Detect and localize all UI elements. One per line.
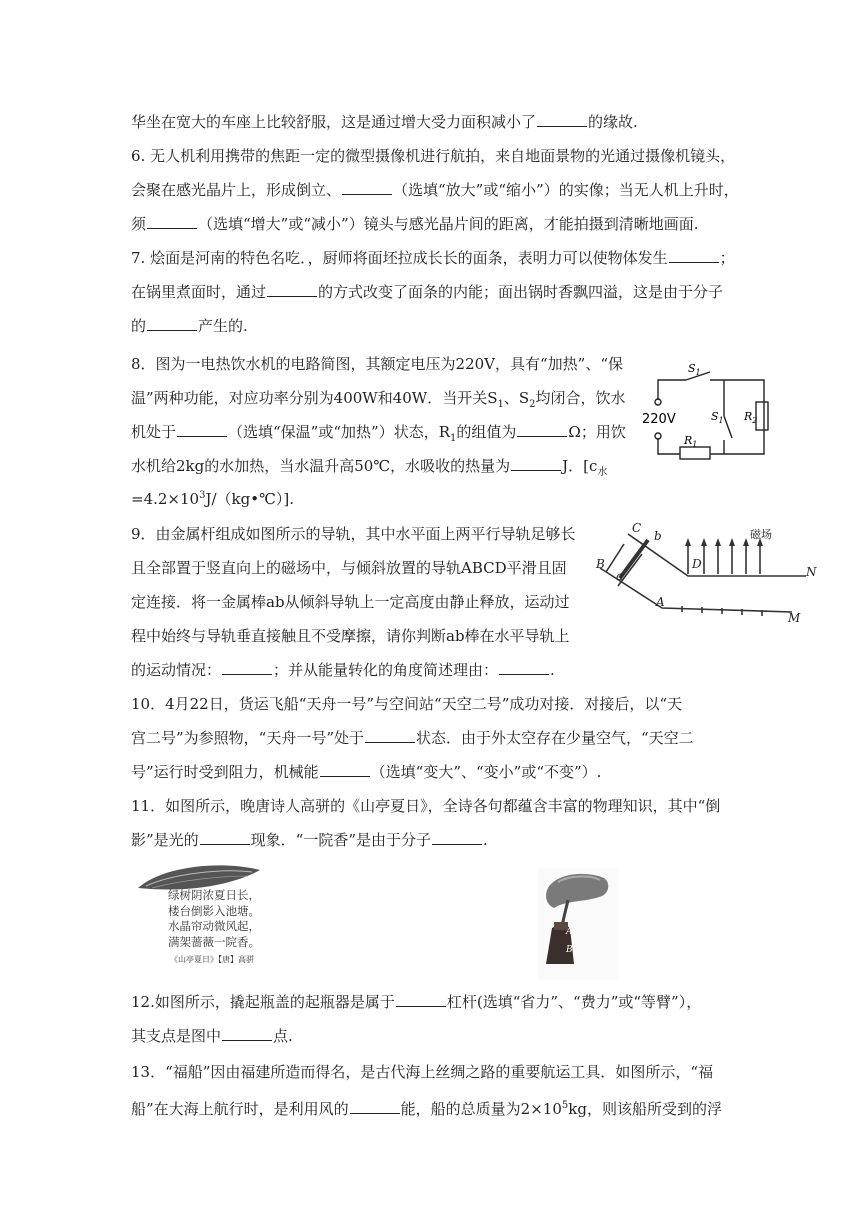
line-q10-1: 10．4月22日，货运飞船“天舟一号”与空间站“天空二号”成功对接．对接后，以“天 (131, 695, 683, 713)
resistor-r1-label: $R_1$ (684, 434, 698, 449)
line-q10-2: 宫二号”为参照物，“天舟一号”处于 状态．由于外太空存在少量空气，“天空二 (131, 729, 694, 747)
line-q11-1: 11．如图所示，晚唐诗人高骈的《山亭夏日》，全诗各句都蕴含丰富的物理知识，其中“倒 (131, 797, 721, 815)
poem-text (168, 888, 260, 950)
rail-label-D: D (692, 557, 702, 571)
rail-label-b: b (654, 529, 662, 543)
line-q6-2: 会聚在感光晶片上，形成倒立、 （选填“放大”或“缩小”）的实像；当无人机上升时， (131, 181, 739, 199)
line-q12-2: 其支点是图中 点. (131, 1027, 293, 1045)
line-q8-2: 温”两种功能，对应功率分别为400W和40W．当开关$S_1$、$S_2$均闭合，饮水 (131, 389, 626, 410)
rail-label-a: a (616, 569, 624, 583)
poem-caption: 《山亭夏日》【唐】高骈 (170, 955, 254, 964)
line-q6-3: 须 （选填“增大”或“减小”）镜头与感光晶片间的距离，才能拍摄到清晰地画面. (131, 215, 699, 233)
line-q8-1: 8．图为一电热饮水机的电路简图，其额定电压为220V，具有“加热”、“保 (131, 355, 624, 373)
line-q9-5: 的运动情况： ；并从能量转化的角度简述理由： . (131, 661, 555, 679)
rail-diagram (592, 516, 828, 626)
line-q11-2: 影”是光的 现象．“一院香”是由于分子 . (131, 831, 488, 849)
rail-label-N: N (806, 565, 817, 579)
line-q10-3: 号”运行时受到阻力，机械能 （选填“变大”、“变小”或“不变”）. (131, 763, 602, 781)
circuit-diagram (640, 358, 770, 470)
rail-field-label: 磁场 (750, 528, 772, 541)
poem-line: 绿树阴浓夏日长， (168, 888, 260, 902)
line-q9-1: 9．由金属杆组成如图所示的导轨，其中水平面上两平行导轨足够长 (131, 525, 576, 543)
voltage-label: 220V (642, 412, 676, 427)
opener-label-A: A (566, 927, 573, 937)
line-q7-1: 7. 烩面是河南的特色名吃．，厨师将面坯拉成长长的面条，表明力可以使物体发生 ； (131, 249, 735, 267)
poem-line: 满架蔷薇一院香。 (168, 934, 260, 949)
line-q8-3: 机处于 （选填“保温”或“加热”）状态，$R_1$的组值为 Ω；用饮 (131, 423, 626, 444)
line-q7-3: 的 产生的. (131, 317, 248, 335)
switch-s2-label: $S_1$ (711, 410, 724, 425)
line-q5-end: 华坐在宽大的车座上比较舒服，这是通过增大受力面积减小了 的缘故. (131, 113, 638, 131)
rail-label-A: A (656, 595, 665, 609)
poem-line: 楼台倒影入池塘。 (168, 903, 260, 918)
line-q6-1: 6. 无人机利用携带的焦距一定的微型摄像机进行航拍，来自地面景物的光通过摄像机镜头， (131, 147, 736, 165)
line-q8-4: 水机给2kg的水加热，当水温升高50℃，水吸收的热量为 J．[$c_水$ (131, 457, 608, 478)
switch-s1-label: $S_1$ (688, 362, 701, 377)
line-q13-1: 13．“福船”因由福建所造而得名，是古代海上丝绸之路的重要航运工具．如图所示，“福 (131, 1063, 714, 1081)
line-q13-2: 船”在大海上航行时，是利用风的 能，船的总质量为$2\times 10^5kg$，则该船所受到的浮 (131, 1100, 722, 1118)
opener-label-B: B (566, 945, 573, 955)
line-q8-5: $=4.2\times 10^3J/(kg•℃)$]. (131, 490, 294, 508)
line-q9-3: 定连接．将一金属棒ab从倾斜导轨上一定高度由静止释放，运动过 (131, 593, 570, 611)
line-q7-2: 在锅里煮面时，通过 的方式改变了面条的内能；面出锅时香飘四溢，这是由于分子 (131, 283, 724, 301)
bottle-opener-photo (538, 868, 618, 980)
line-q12-1: 12.如图所示，撬起瓶盖的起瓶器是属于 杠杆(选填“省力”、“费力”或“等臂”）， (131, 993, 702, 1011)
poem-line: 水晶帘动微风起， (168, 919, 260, 933)
line-q9-2: 且全部置于竖直向上的磁场中，与倾斜放置的导轨ABCD平滑且固 (131, 559, 567, 577)
rail-label-B: B (596, 557, 605, 571)
line-q9-4: 程中始终与导轨垂直接触且不受摩擦，请你判断ab棒在水平导轨上 (131, 627, 570, 645)
resistor-r2-label: $R_2$ (744, 410, 758, 425)
rail-label-C: C (632, 521, 642, 535)
rail-label-M: M (788, 611, 801, 625)
